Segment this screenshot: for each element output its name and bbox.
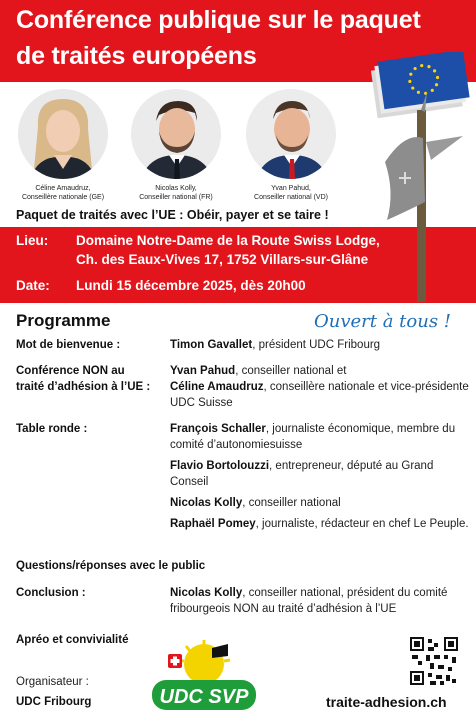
speaker-photo-kolly [131, 89, 221, 179]
programme-entry-conclusion [170, 585, 470, 617]
title-line-1: Conférence publique sur le paquet [16, 6, 421, 34]
list-item: Nicolas Kolly, conseiller national, président du comité fribourgeois NON au traité d’adhésion à l’UE [170, 587, 448, 615]
place-label: Lieu: [16, 233, 49, 248]
programme-entry-roundtable-3 [170, 495, 470, 511]
programme-label-conclusion: Conclusion : [16, 587, 86, 599]
programme-entry-roundtable-1 [170, 421, 470, 453]
programme-entry-roundtable-4 [170, 516, 470, 532]
list-item: Céline Amaudruz, conseillère nationale et vice-présidente UDC Suisse [170, 381, 469, 409]
logo-text: UDC SVP [159, 686, 249, 708]
speaker-photo-pahud [246, 89, 336, 179]
date-label: Date: [16, 278, 50, 293]
organizer-label: Organisateur : [16, 676, 89, 688]
speaker-name: Nicolas Kolly, [155, 185, 197, 192]
website-link[interactable]: traite-adhesion.ch [326, 694, 447, 710]
programme-heading: Programme [16, 311, 111, 330]
list-item: François Schaller, journaliste économique, membre du comité d’autonomiesuisse [170, 423, 456, 451]
programme-entry-welcome [170, 337, 470, 353]
list-item: Nicolas Kolly, conseiller national [170, 497, 341, 509]
udc-svp-logo [150, 640, 258, 712]
speaker-name: Yvan Pahud, [271, 185, 311, 192]
speaker-role: Conseiller national (VD) [254, 194, 328, 201]
programme-label-qa: Questions/réponses avec le public [16, 560, 206, 572]
halberd-eu-flag-illustration [365, 52, 476, 302]
programme-label-conference-1: Conférence NON au [16, 365, 125, 377]
speaker-role: Conseillère nationale (GE) [21, 194, 105, 201]
speaker-caption-pahud [221, 184, 361, 202]
programme-label-roundtable: Table ronde : [16, 423, 88, 435]
speaker-photo-amaudruz [18, 89, 108, 179]
speaker-role: Conseiller national (FR) [139, 194, 213, 201]
programme-label-conference-2: traité d’adhésion à l’UE : [16, 381, 151, 393]
speaker-name: Céline Amaudruz, [35, 185, 91, 192]
list-item: Flavio Bortolouzzi, entrepreneur, député au Grand Conseil [170, 460, 434, 488]
programme-label-welcome: Mot de bienvenue : [16, 339, 121, 351]
open-to-all-note: Ouvert à tous ! [314, 311, 452, 332]
place-line-2: Ch. des Eaux-Vives 17, 1752 Villars-sur-Glâne [76, 252, 369, 267]
title-line-2: de traités européens [16, 42, 257, 70]
programme-label-apero: Apréo et convivialité [16, 634, 129, 646]
list-item: Yvan Pahud, conseiller national et [170, 365, 347, 377]
date-value: Lundi 15 décembre 2025, dès 20h00 [76, 278, 306, 293]
programme-entry-roundtable-2 [170, 458, 470, 490]
subtitle: Paquet de traités avec l’UE : Obéir, payer et se taire ! [16, 208, 329, 222]
organizer-name: UDC Fribourg [16, 696, 92, 708]
list-item: Timon Gavallet, président UDC Fribourg [170, 339, 381, 351]
qr-code-icon[interactable] [410, 637, 458, 685]
list-item: Raphaël Pomey, journaliste, rédacteur en chef Le Peuple. [170, 518, 469, 530]
place-line-1: Domaine Notre-Dame de la Route Swiss Lodge, [76, 233, 380, 248]
programme-entry-conference [170, 363, 470, 411]
